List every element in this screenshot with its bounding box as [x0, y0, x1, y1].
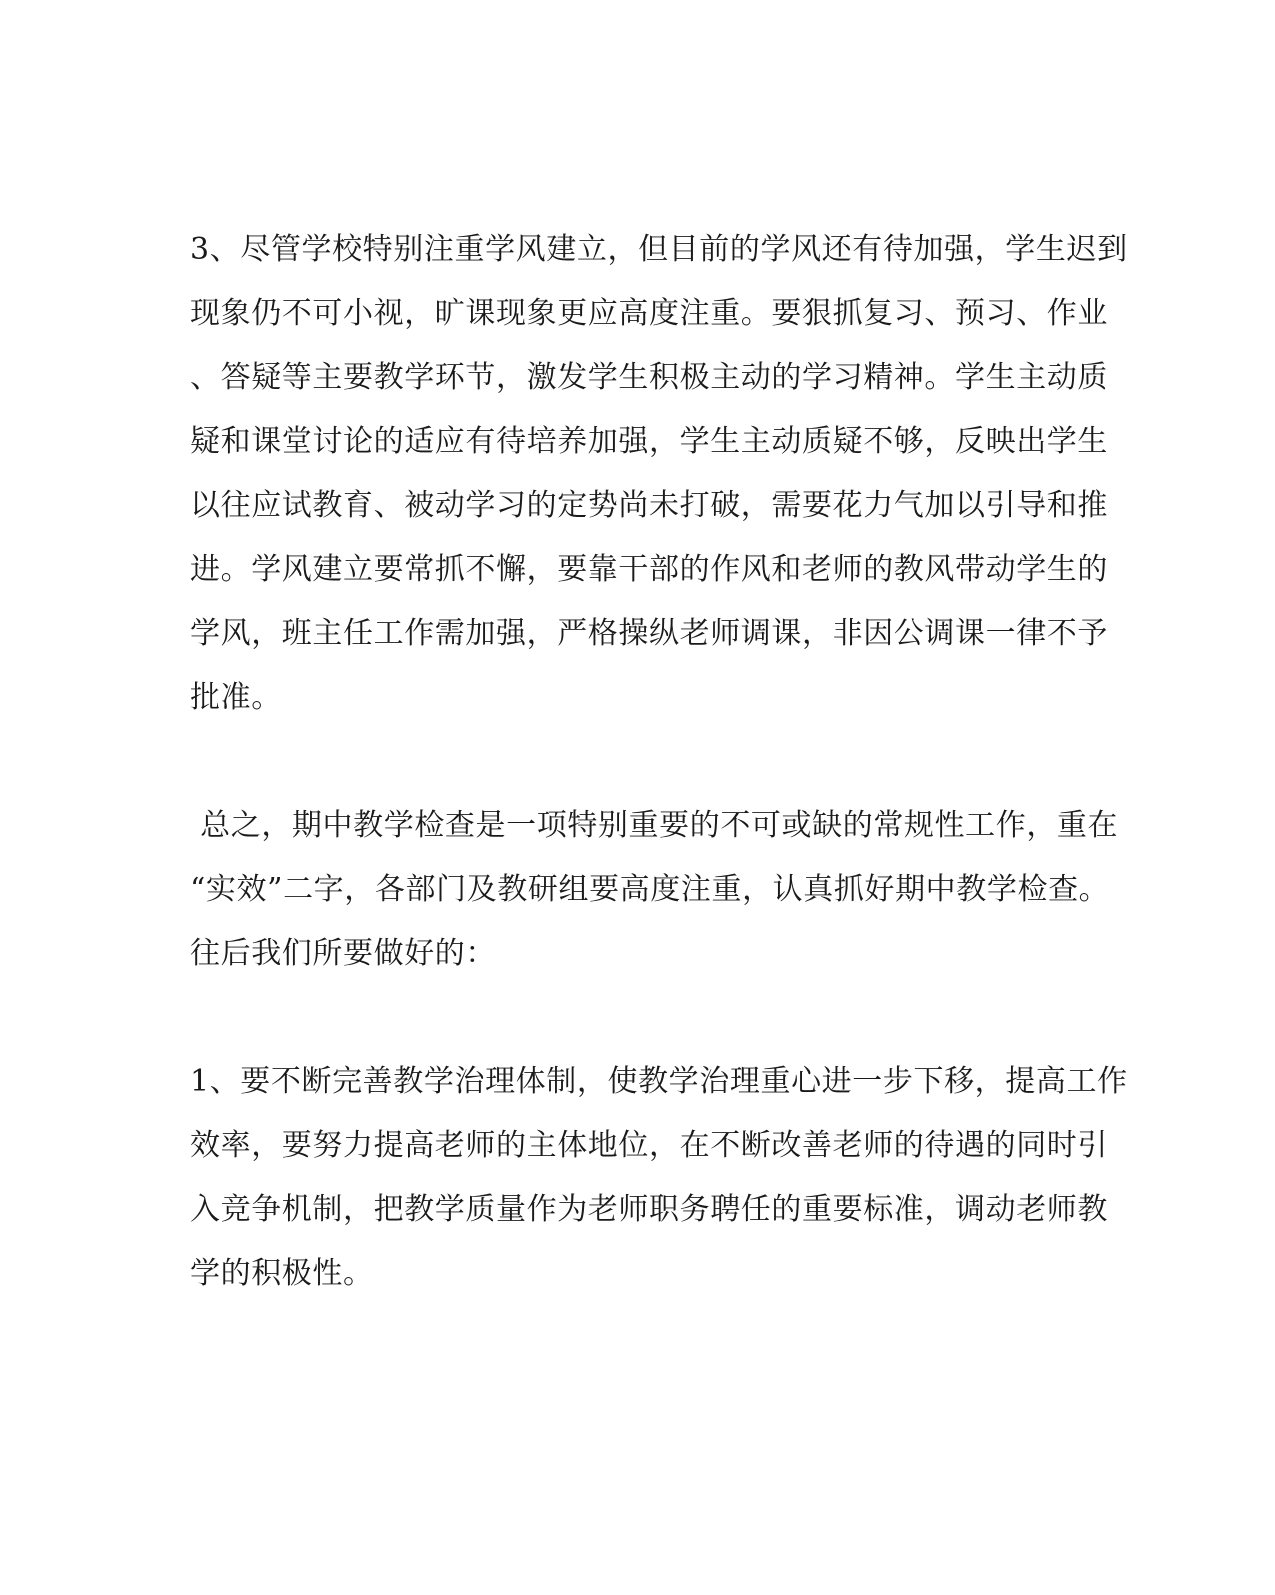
paragraph-study-style	[190, 218, 1128, 730]
text-line: 1、要不断完善教学治理体制，使教学治理重心进一步下移，提高工作	[190, 1064, 1128, 1099]
text-line: 批准。	[190, 680, 282, 715]
text-line: 、答疑等主要教学环节，激发学生积极主动的学习精神。学生主动质	[190, 360, 1108, 395]
paragraph-item-1	[190, 1050, 1128, 1306]
text-line: 效率，要努力提高老师的主体地位，在不断改善老师的待遇的同时引	[190, 1128, 1108, 1163]
text-line: “实效”二字，各部门及教研组要高度注重，认真抓好期中教学检查。	[190, 872, 1110, 907]
text-line: 入竞争机制，把教学质量作为老师职务聘任的重要标准，调动老师教	[190, 1192, 1108, 1227]
text-line: 学风，班主任工作需加强，严格操纵老师调课，非因公调课一律不予	[190, 616, 1108, 651]
text-line: 疑和课堂讨论的适应有待培养加强，学生主动质疑不够，反映出学生	[190, 424, 1108, 459]
text-line: 现象仍不可小视，旷课现象更应高度注重。要狠抓复习、预习、作业	[190, 296, 1108, 331]
text-line: 总之，期中教学检查是一项特别重要的不可或缺的常规性工作，重在	[190, 808, 1119, 843]
text-line: 学的积极性。	[190, 1256, 374, 1291]
paragraph-summary	[190, 794, 1119, 986]
text-line: 3、尽管学校特别注重学风建立，但目前的学风还有待加强，学生迟到	[190, 232, 1128, 267]
text-line: 进。学风建立要常抓不懈，要靠干部的作风和老师的教风带动学生的	[190, 552, 1108, 587]
text-line: 以往应试教育、被动学习的定势尚未打破，需要花力气加以引导和推	[190, 488, 1108, 523]
text-line: 往后我们所要做好的：	[190, 936, 496, 971]
